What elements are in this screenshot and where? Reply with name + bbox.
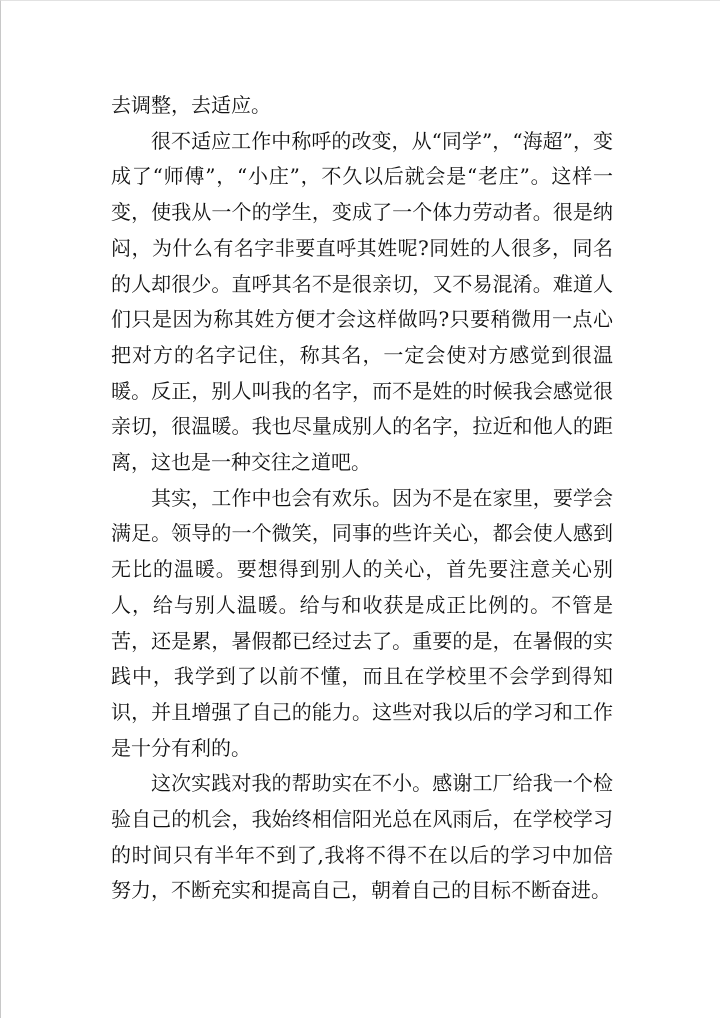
paragraph-form-of-address: 很不适应工作中称呼的改变，从“同学”，“海超”，变成了“师傅”，“小庄”，不久以后就会是“老庄”。这样一变，使我从一个的学生，变成了一个体力劳动者。很是纳闷，为什么有名字非要直呼其姓呢?同姓的人很多，同名的人却很少。直呼其名不是很亲切，又不易混淆。难道人们只是因为称其姓方便才会这样做吗?只要稍微用一点心把对方的名字记住，称其名，一定会使对方感觉到很温暖。反正，别人叫我的名字，而不是姓的时候我会感觉很亲切，很温暖。我也尽量成别人的名字，拉近和他人的距离，这也是一种交往之道吧。: [111, 128, 613, 475]
paragraph-joy-at-work: 其实，工作中也会有欢乐。因为不是在家里，要学会满足。领导的一个微笑，同事的些许关心，都会使人感到无比的温暖。要想得到别人的关心，首先要注意关心别人，给与别人温暖。给与和收获是成正比例的。不管是苦，还是累，暑假都已经过去了。重要的是，在暑假的实践中，我学到了以前不懂，而且在学校里不会学到得知识，并且增强了自己的能力。这些对我以后的学习和工作是十分有利的。: [111, 485, 613, 760]
paragraph-conclusion: 这次实践对我的帮助实在不小。感谢工厂给我一个检验自己的机会，我始终相信阳光总在风雨后，在学校学习的时间只有半年不到了,我将不得不在以后的学习中加倍努力，不断充实和提高自己，朝着自己的目标不断奋进。: [111, 771, 613, 903]
document-body: [111, 88, 613, 909]
paragraph-continuation: 去调整，去适应。: [111, 93, 271, 117]
